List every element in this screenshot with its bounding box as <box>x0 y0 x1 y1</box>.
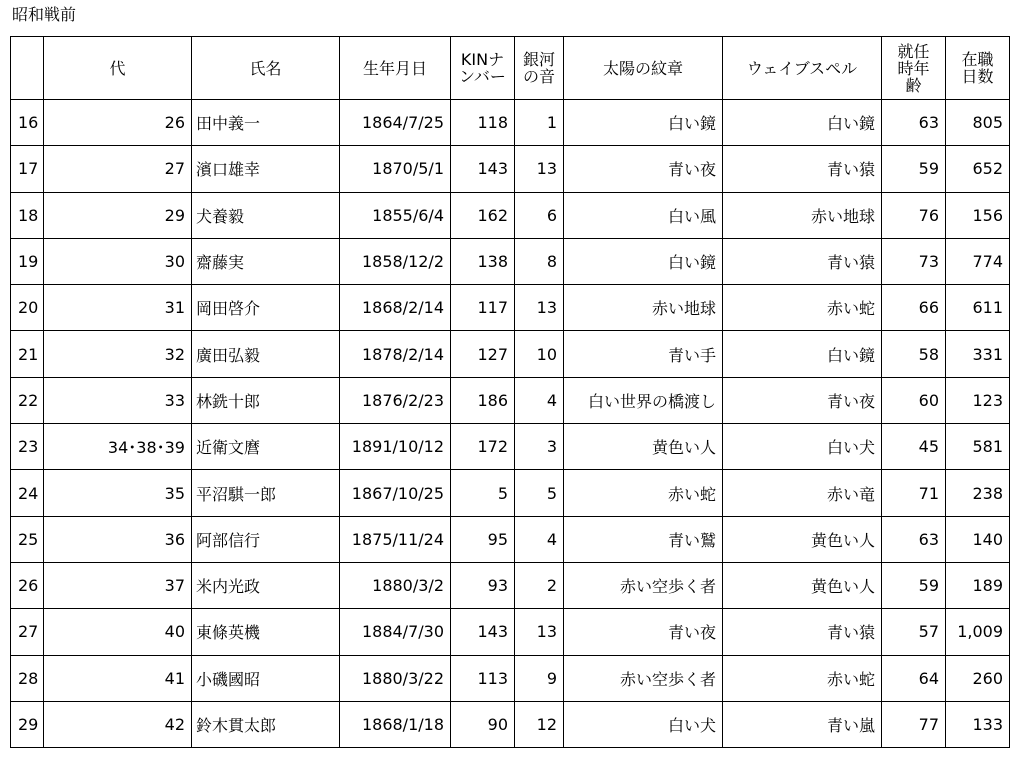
days-in-office-cell: 133 <box>946 701 1010 747</box>
col-header-index <box>11 37 44 100</box>
wavespell-cell: 白い鏡 <box>723 331 882 377</box>
row-index-cell: 26 <box>11 562 44 608</box>
solar-seal-cell: 白い風 <box>564 192 723 238</box>
wavespell-cell: 赤い蛇 <box>723 285 882 331</box>
table-row <box>11 562 1010 608</box>
kin-number-cell: 117 <box>451 285 515 331</box>
days-in-office-cell: 238 <box>946 470 1010 516</box>
dai-cell: 32 <box>44 331 192 377</box>
solar-seal-cell: 白い世界の橋渡し <box>564 377 723 423</box>
birthdate-cell: 1875/11/24 <box>340 516 451 562</box>
wavespell-cell: 青い猿 <box>723 609 882 655</box>
solar-seal-cell: 青い夜 <box>564 609 723 655</box>
table-row <box>11 424 1010 470</box>
name-cell: 田中義一 <box>192 100 340 146</box>
table-row <box>11 609 1010 655</box>
kin-number-cell: 95 <box>451 516 515 562</box>
age-cell: 66 <box>882 285 946 331</box>
days-in-office-cell: 156 <box>946 192 1010 238</box>
birthdate-cell: 1858/12/2 <box>340 238 451 284</box>
days-in-office-cell: 805 <box>946 100 1010 146</box>
prime-ministers-table <box>10 36 1010 748</box>
birthdate-cell: 1868/1/18 <box>340 701 451 747</box>
name-cell: 米内光政 <box>192 562 340 608</box>
name-cell: 東條英機 <box>192 609 340 655</box>
galactic-tone-cell: 10 <box>515 331 564 377</box>
solar-seal-cell: 赤い空歩く者 <box>564 562 723 608</box>
galactic-tone-cell: 13 <box>515 285 564 331</box>
days-in-office-cell: 140 <box>946 516 1010 562</box>
dai-cell: 37 <box>44 562 192 608</box>
days-in-office-cell: 1,009 <box>946 609 1010 655</box>
kin-number-cell: 172 <box>451 424 515 470</box>
solar-seal-cell: 黄色い人 <box>564 424 723 470</box>
galactic-tone-cell: 2 <box>515 562 564 608</box>
name-cell: 近衛文麿 <box>192 424 340 470</box>
solar-seal-cell: 白い犬 <box>564 701 723 747</box>
row-index-cell: 22 <box>11 377 44 423</box>
wavespell-cell: 黄色い人 <box>723 516 882 562</box>
kin-number-cell: 127 <box>451 331 515 377</box>
kin-number-cell: 143 <box>451 146 515 192</box>
row-index-cell: 28 <box>11 655 44 701</box>
dai-cell: 40 <box>44 609 192 655</box>
table-row <box>11 655 1010 701</box>
kin-number-cell: 186 <box>451 377 515 423</box>
galactic-tone-cell: 4 <box>515 516 564 562</box>
galactic-tone-cell: 13 <box>515 609 564 655</box>
galactic-tone-cell: 3 <box>515 424 564 470</box>
solar-seal-cell: 白い鏡 <box>564 238 723 284</box>
table-row <box>11 238 1010 284</box>
birthdate-cell: 1870/5/1 <box>340 146 451 192</box>
age-cell: 63 <box>882 516 946 562</box>
age-cell: 73 <box>882 238 946 284</box>
birthdate-cell: 1876/2/23 <box>340 377 451 423</box>
table-row <box>11 470 1010 516</box>
wavespell-cell: 白い鏡 <box>723 100 882 146</box>
table-row <box>11 701 1010 747</box>
wavespell-cell: 赤い地球 <box>723 192 882 238</box>
table-row <box>11 192 1010 238</box>
birthdate-cell: 1867/10/25 <box>340 470 451 516</box>
dai-cell: 30 <box>44 238 192 284</box>
name-cell: 平沼騏一郎 <box>192 470 340 516</box>
row-index-cell: 19 <box>11 238 44 284</box>
row-index-cell: 27 <box>11 609 44 655</box>
kin-number-cell: 118 <box>451 100 515 146</box>
birthdate-cell: 1891/10/12 <box>340 424 451 470</box>
birthdate-cell: 1864/7/25 <box>340 100 451 146</box>
days-in-office-cell: 581 <box>946 424 1010 470</box>
row-index-cell: 25 <box>11 516 44 562</box>
age-cell: 71 <box>882 470 946 516</box>
dai-cell: 35 <box>44 470 192 516</box>
days-in-office-cell: 260 <box>946 655 1010 701</box>
solar-seal-cell: 赤い地球 <box>564 285 723 331</box>
wavespell-cell: 青い猿 <box>723 146 882 192</box>
solar-seal-cell: 赤い蛇 <box>564 470 723 516</box>
table-body <box>11 100 1010 748</box>
galactic-tone-cell: 8 <box>515 238 564 284</box>
galactic-tone-cell: 12 <box>515 701 564 747</box>
row-index-cell: 17 <box>11 146 44 192</box>
name-cell: 鈴木貫太郎 <box>192 701 340 747</box>
wavespell-cell: 青い嵐 <box>723 701 882 747</box>
table-row <box>11 146 1010 192</box>
dai-cell: 29 <box>44 192 192 238</box>
kin-number-cell: 5 <box>451 470 515 516</box>
col-header-name: 氏名 <box>192 37 340 100</box>
birthdate-cell: 1884/7/30 <box>340 609 451 655</box>
dai-cell: 26 <box>44 100 192 146</box>
age-cell: 59 <box>882 146 946 192</box>
days-in-office-cell: 189 <box>946 562 1010 608</box>
row-index-cell: 18 <box>11 192 44 238</box>
galactic-tone-cell: 13 <box>515 146 564 192</box>
dai-cell: 34･38･39 <box>44 424 192 470</box>
dai-cell: 31 <box>44 285 192 331</box>
row-index-cell: 16 <box>11 100 44 146</box>
col-header-age-at-inauguration: 就任時年齢 <box>882 37 946 100</box>
row-index-cell: 20 <box>11 285 44 331</box>
age-cell: 60 <box>882 377 946 423</box>
solar-seal-cell: 青い夜 <box>564 146 723 192</box>
galactic-tone-cell: 1 <box>515 100 564 146</box>
age-cell: 64 <box>882 655 946 701</box>
dai-cell: 36 <box>44 516 192 562</box>
table-row <box>11 377 1010 423</box>
table-row <box>11 331 1010 377</box>
name-cell: 林銑十郎 <box>192 377 340 423</box>
row-index-cell: 21 <box>11 331 44 377</box>
solar-seal-cell: 青い手 <box>564 331 723 377</box>
wavespell-cell: 黄色い人 <box>723 562 882 608</box>
birthdate-cell: 1880/3/22 <box>340 655 451 701</box>
table-row <box>11 285 1010 331</box>
solar-seal-cell: 赤い空歩く者 <box>564 655 723 701</box>
wavespell-cell: 白い犬 <box>723 424 882 470</box>
col-header-birthdate: 生年月日 <box>340 37 451 100</box>
header-row <box>11 37 1010 100</box>
row-index-cell: 29 <box>11 701 44 747</box>
wavespell-cell: 青い夜 <box>723 377 882 423</box>
age-cell: 45 <box>882 424 946 470</box>
age-cell: 77 <box>882 701 946 747</box>
age-cell: 59 <box>882 562 946 608</box>
table-row <box>11 100 1010 146</box>
page-title: 昭和戦前 <box>12 5 77 24</box>
galactic-tone-cell: 9 <box>515 655 564 701</box>
days-in-office-cell: 331 <box>946 331 1010 377</box>
dai-cell: 41 <box>44 655 192 701</box>
name-cell: 廣田弘毅 <box>192 331 340 377</box>
age-cell: 58 <box>882 331 946 377</box>
solar-seal-cell: 青い鷲 <box>564 516 723 562</box>
col-header-wavespell: ウェイブスペル <box>723 37 882 100</box>
birthdate-cell: 1880/3/2 <box>340 562 451 608</box>
col-header-kin-number: KINナンバー <box>451 37 515 100</box>
wavespell-cell: 青い猿 <box>723 238 882 284</box>
dai-cell: 33 <box>44 377 192 423</box>
kin-number-cell: 143 <box>451 609 515 655</box>
name-cell: 齋藤実 <box>192 238 340 284</box>
kin-number-cell: 113 <box>451 655 515 701</box>
age-cell: 76 <box>882 192 946 238</box>
row-index-cell: 23 <box>11 424 44 470</box>
days-in-office-cell: 611 <box>946 285 1010 331</box>
kin-number-cell: 90 <box>451 701 515 747</box>
name-cell: 濱口雄幸 <box>192 146 340 192</box>
galactic-tone-cell: 6 <box>515 192 564 238</box>
col-header-galactic-tone: 銀河の音 <box>515 37 564 100</box>
col-header-days-in-office: 在職日数 <box>946 37 1010 100</box>
birthdate-cell: 1855/6/4 <box>340 192 451 238</box>
days-in-office-cell: 652 <box>946 146 1010 192</box>
days-in-office-cell: 774 <box>946 238 1010 284</box>
row-index-cell: 24 <box>11 470 44 516</box>
wavespell-cell: 赤い竜 <box>723 470 882 516</box>
kin-number-cell: 93 <box>451 562 515 608</box>
wavespell-cell: 赤い蛇 <box>723 655 882 701</box>
birthdate-cell: 1878/2/14 <box>340 331 451 377</box>
dai-cell: 42 <box>44 701 192 747</box>
col-header-solar-seal: 太陽の紋章 <box>564 37 723 100</box>
age-cell: 57 <box>882 609 946 655</box>
kin-number-cell: 162 <box>451 192 515 238</box>
name-cell: 犬養毅 <box>192 192 340 238</box>
days-in-office-cell: 123 <box>946 377 1010 423</box>
name-cell: 阿部信行 <box>192 516 340 562</box>
age-cell: 63 <box>882 100 946 146</box>
table-row <box>11 516 1010 562</box>
col-header-dai: 代 <box>44 37 192 100</box>
name-cell: 岡田啓介 <box>192 285 340 331</box>
birthdate-cell: 1868/2/14 <box>340 285 451 331</box>
kin-number-cell: 138 <box>451 238 515 284</box>
solar-seal-cell: 白い鏡 <box>564 100 723 146</box>
dai-cell: 27 <box>44 146 192 192</box>
galactic-tone-cell: 5 <box>515 470 564 516</box>
galactic-tone-cell: 4 <box>515 377 564 423</box>
name-cell: 小磯國昭 <box>192 655 340 701</box>
